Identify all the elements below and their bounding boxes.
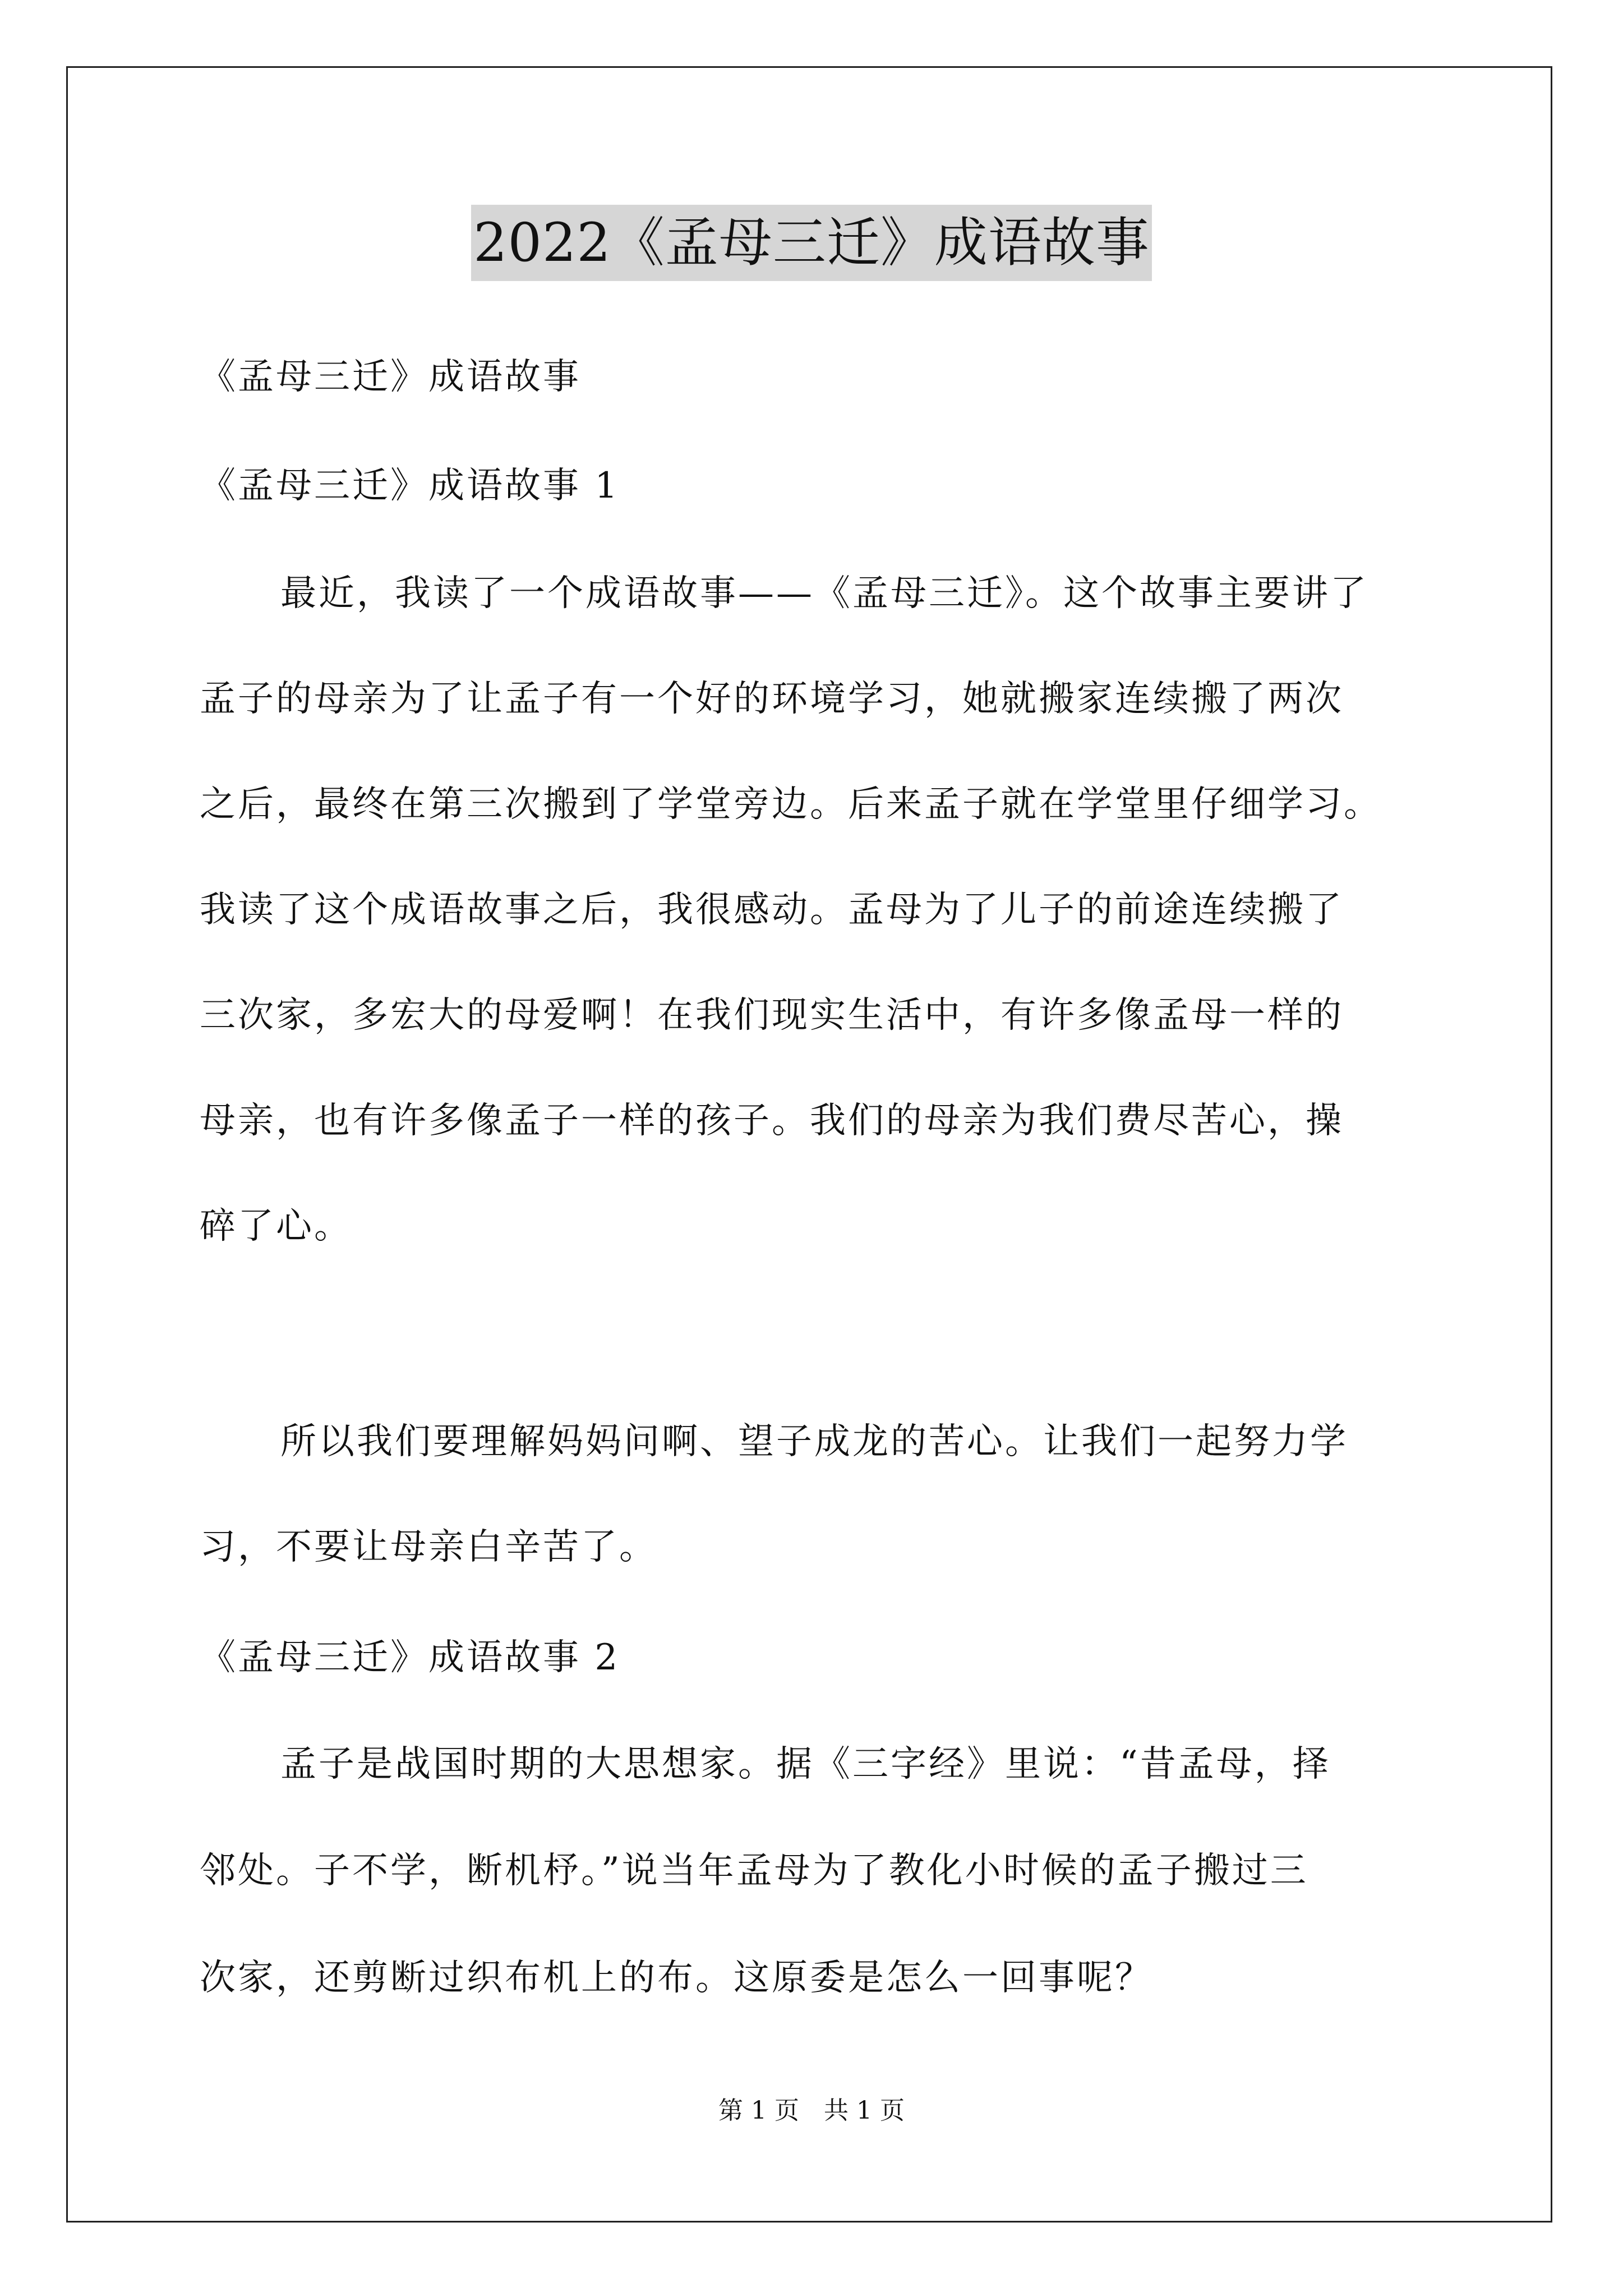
story-1-para-1-line-4: 我读了这个成语故事之后，我很感动。孟母为了儿子的前途连续搬了 — [200, 889, 1344, 931]
story-2-heading: 《孟母三迁》成语故事 2 — [200, 1637, 620, 1678]
story-1-para-1-line-5: 三次家，多宏大的母爱啊！在我们现实生活中，有许多像孟母一样的 — [200, 995, 1344, 1036]
story-1-heading: 《孟母三迁》成语故事 1 — [200, 465, 620, 507]
story-1-para-1-line-3: 之后，最终在第三次搬到了学堂旁边。后来孟子就在学堂里仔细学习。 — [200, 784, 1382, 825]
title-wrap — [0, 205, 1623, 281]
story-1-para-2-line-1: 所以我们要理解妈妈问啊、望子成龙的苦心。让我们一起努力学 — [280, 1421, 1348, 1462]
story-2-para-1-line-3: 次家，还剪断过织布机上的布。这原委是怎么一回事呢？ — [200, 1957, 1153, 1999]
story-1-para-1-line-2: 孟子的母亲为了让孟子有一个好的环境学习，她就搬家连续搬了两次 — [200, 678, 1344, 720]
story-1-para-1-line-7: 碎了心。 — [200, 1205, 352, 1247]
page-footer: 第 1 页 共 1 页 — [718, 2096, 905, 2125]
subtitle: 《孟母三迁》成语故事 — [200, 356, 581, 398]
document-title: 2022《孟母三迁》成语故事 — [471, 205, 1152, 281]
story-1-para-1-line-6: 母亲，也有许多像孟子一样的孩子。我们的母亲为我们费尽苦心，操 — [200, 1100, 1344, 1142]
story-2-para-1-line-2: 邻处。子不学，断机杼。”说当年孟母为了教化小时候的孟子搬过三 — [200, 1850, 1308, 1892]
story-1-para-2-line-2: 习，不要让母亲白辛苦了。 — [200, 1526, 657, 1568]
story-1-para-1-line-1: 最近，我读了一个成语故事——《孟母三迁》。这个故事主要讲了 — [280, 573, 1368, 614]
story-2-para-1-line-1: 孟子是战国时期的大思想家。据《三字经》里说：“昔孟母，择 — [280, 1743, 1331, 1785]
